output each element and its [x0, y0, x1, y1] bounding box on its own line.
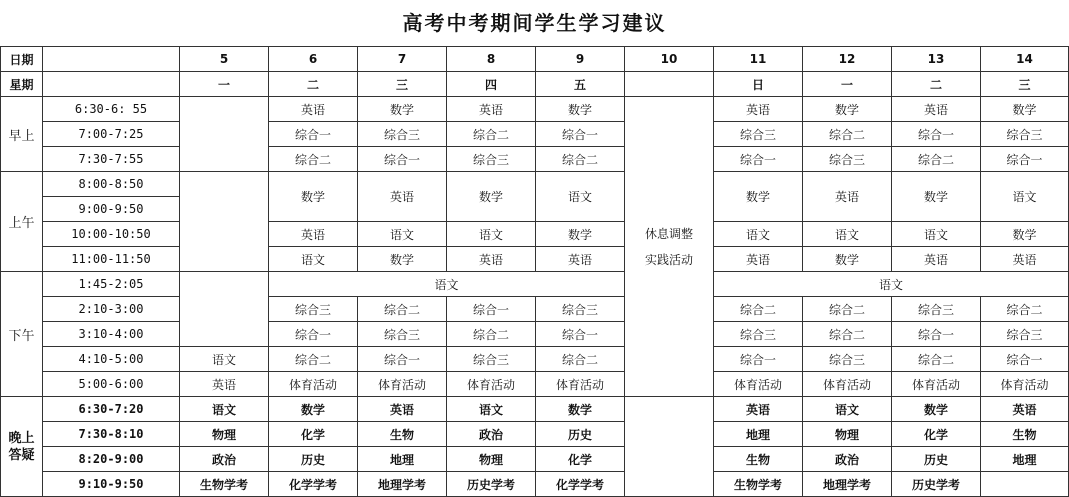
subject-cell: 历史	[536, 422, 625, 447]
subject-cell: 语文	[981, 172, 1069, 222]
time-slot: 8:20-9:00	[43, 447, 180, 472]
subject-cell: 语文	[803, 397, 892, 422]
subject-cell: 政治	[447, 422, 536, 447]
subject-cell: 地理	[714, 422, 803, 447]
subject-cell: 综合三	[358, 122, 447, 147]
subject-cell: 英语	[269, 222, 358, 247]
date-header: 6	[269, 47, 358, 72]
subject-cell: 生物学考	[714, 472, 803, 497]
subject-cell: 英语	[714, 397, 803, 422]
blank-cell	[180, 97, 269, 172]
subject-cell: 综合二	[892, 147, 981, 172]
subject-cell: 化学	[536, 447, 625, 472]
subject-cell: 物理	[180, 422, 269, 447]
date-label: 日期	[1, 47, 43, 72]
subject-cell: 数学	[358, 247, 447, 272]
subject-cell: 政治	[180, 447, 269, 472]
table-row	[1, 422, 1069, 447]
subject-cell: 语文	[536, 172, 625, 222]
subject-cell: 体育活动	[269, 372, 358, 397]
blank-cell	[625, 397, 714, 497]
subject-cell: 综合二	[803, 122, 892, 147]
subject-cell: 数学	[536, 222, 625, 247]
subject-cell: 综合二	[803, 322, 892, 347]
subject-cell: 英语	[981, 247, 1069, 272]
subject-cell: 语文	[269, 247, 358, 272]
date-header: 11	[714, 47, 803, 72]
subject-cell: 语文	[358, 222, 447, 247]
weekday-header: 四	[447, 72, 536, 97]
subject-cell: 综合一	[714, 347, 803, 372]
subject-cell: 地理学考	[358, 472, 447, 497]
subject-cell: 生物	[714, 447, 803, 472]
table-row	[1, 72, 1069, 97]
subject-cell: 数学	[269, 172, 358, 222]
subject-cell: 数学	[981, 97, 1069, 122]
subject-cell: 综合二	[358, 297, 447, 322]
qa-label: 答疑	[8, 447, 35, 463]
time-slot: 7:30-8:10	[43, 422, 180, 447]
subject-cell: 综合一	[269, 122, 358, 147]
subject-cell: 综合二	[269, 147, 358, 172]
subject-cell: 综合一	[536, 122, 625, 147]
subject-cell: 化学学考	[536, 472, 625, 497]
subject-cell: 英语	[447, 97, 536, 122]
evening-label: 晚上	[8, 430, 35, 446]
subject-cell: 语文	[892, 222, 981, 247]
subject-cell: 体育活动	[447, 372, 536, 397]
section-label-evening	[1, 397, 43, 497]
time-slot: 8:00-8:50	[43, 172, 180, 197]
subject-cell: 综合二	[447, 122, 536, 147]
subject-cell: 语文	[447, 222, 536, 247]
subject-cell: 数学	[358, 97, 447, 122]
weekday-header: 三	[981, 72, 1069, 97]
table-row	[1, 222, 1069, 247]
date-header: 9	[536, 47, 625, 72]
subject-cell: 综合三	[447, 147, 536, 172]
weekday-header: 一	[180, 72, 269, 97]
time-slot: 11:00-11:50	[43, 247, 180, 272]
date-header: 7	[358, 47, 447, 72]
subject-cell: 综合三	[892, 297, 981, 322]
subject-cell: 综合一	[714, 147, 803, 172]
subject-cell: 数学	[892, 397, 981, 422]
subject-cell: 体育活动	[981, 372, 1069, 397]
schedule-table	[0, 46, 1069, 497]
subject-cell: 语文	[180, 397, 269, 422]
activity-label: 实践活动	[644, 252, 693, 267]
weekday-header: 日	[714, 72, 803, 97]
time-slot: 9:10-9:50	[43, 472, 180, 497]
weekday-header: 一	[803, 72, 892, 97]
subject-cell: 综合二	[536, 147, 625, 172]
time-slot: 4:10-5:00	[43, 347, 180, 372]
table-row	[1, 347, 1069, 372]
time-slot: 6:30-6: 55	[43, 97, 180, 122]
time-slot: 6:30-7:20	[43, 397, 180, 422]
subject-cell: 体育活动	[892, 372, 981, 397]
table-row	[1, 147, 1069, 172]
subject-cell: 历史	[269, 447, 358, 472]
subject-cell: 英语	[714, 97, 803, 122]
subject-cell: 综合一	[981, 147, 1069, 172]
time-slot: 10:00-10:50	[43, 222, 180, 247]
subject-cell: 语文	[803, 222, 892, 247]
subject-cell: 综合一	[981, 347, 1069, 372]
table-row	[1, 122, 1069, 147]
table-row	[1, 247, 1069, 272]
subject-cell: 英语	[358, 397, 447, 422]
blank-cell	[180, 272, 269, 347]
subject-cell: 化学	[892, 422, 981, 447]
rest-cell	[625, 97, 714, 397]
table-row	[1, 272, 1069, 297]
time-slot: 3:10-4:00	[43, 322, 180, 347]
time-slot: 5:00-6:00	[43, 372, 180, 397]
subject-cell: 体育活动	[714, 372, 803, 397]
table-row	[1, 447, 1069, 472]
section-label-morning: 上午	[1, 172, 43, 272]
subject-cell: 历史学考	[447, 472, 536, 497]
subject-cell: 综合二	[447, 322, 536, 347]
subject-cell: 综合二	[269, 347, 358, 372]
merged-subject-cell: 语文	[714, 272, 1069, 297]
subject-cell: 英语	[892, 247, 981, 272]
subject-cell: 综合二	[714, 297, 803, 322]
subject-cell: 化学学考	[269, 472, 358, 497]
subject-cell: 综合三	[981, 322, 1069, 347]
table-row	[1, 172, 1069, 197]
blank-cell	[180, 172, 269, 272]
subject-cell: 政治	[803, 447, 892, 472]
rest-label: 休息调整	[644, 226, 693, 241]
subject-cell: 数学	[447, 172, 536, 222]
merged-subject-cell: 语文	[269, 272, 625, 297]
subject-cell: 生物	[358, 422, 447, 447]
subject-cell: 综合一	[358, 147, 447, 172]
subject-cell: 综合一	[892, 322, 981, 347]
subject-cell: 数学	[803, 97, 892, 122]
table-row	[1, 397, 1069, 422]
subject-cell: 综合三	[536, 297, 625, 322]
subject-cell: 历史学考	[892, 472, 981, 497]
weekday-header: 二	[269, 72, 358, 97]
table-row	[1, 297, 1069, 322]
subject-cell: 体育活动	[803, 372, 892, 397]
subject-cell: 综合一	[447, 297, 536, 322]
date-header: 12	[803, 47, 892, 72]
date-header: 8	[447, 47, 536, 72]
subject-cell: 数学	[536, 97, 625, 122]
subject-cell: 地理	[981, 447, 1069, 472]
subject-cell: 英语	[714, 247, 803, 272]
table-row	[1, 97, 1069, 122]
time-slot: 7:30-7:55	[43, 147, 180, 172]
table-row	[1, 47, 1069, 72]
subject-cell: 英语	[180, 372, 269, 397]
date-header: 14	[981, 47, 1069, 72]
subject-cell: 体育活动	[536, 372, 625, 397]
date-header: 5	[180, 47, 269, 72]
subject-cell: 综合三	[803, 347, 892, 372]
subject-cell: 综合二	[536, 347, 625, 372]
subject-cell: 综合三	[269, 297, 358, 322]
subject-cell: 英语	[269, 97, 358, 122]
subject-cell: 语文	[714, 222, 803, 247]
subject-cell: 综合三	[447, 347, 536, 372]
weekday-header	[625, 72, 714, 97]
subject-cell: 综合二	[981, 297, 1069, 322]
section-label-early: 早上	[1, 97, 43, 172]
subject-cell: 语文	[447, 397, 536, 422]
weekday-header: 五	[536, 72, 625, 97]
subject-cell: 物理	[803, 422, 892, 447]
time-slot: 9:00-9:50	[43, 197, 180, 222]
blank-cell	[43, 47, 180, 72]
subject-cell: 数学	[536, 397, 625, 422]
table-row	[1, 322, 1069, 347]
subject-cell: 英语	[803, 172, 892, 222]
subject-cell: 英语	[981, 397, 1069, 422]
subject-cell: 综合三	[714, 322, 803, 347]
subject-cell: 数学	[714, 172, 803, 222]
weekday-header: 三	[358, 72, 447, 97]
subject-cell: 综合三	[981, 122, 1069, 147]
subject-cell: 英语	[892, 97, 981, 122]
subject-cell: 生物	[981, 422, 1069, 447]
subject-cell: 数学	[803, 247, 892, 272]
time-slot: 2:10-3:00	[43, 297, 180, 322]
date-header: 10	[625, 47, 714, 72]
subject-cell: 地理	[358, 447, 447, 472]
subject-cell: 生物学考	[180, 472, 269, 497]
weekday-label: 星期	[1, 72, 43, 97]
subject-cell: 综合一	[269, 322, 358, 347]
subject-cell	[981, 472, 1069, 497]
subject-cell: 综合一	[892, 122, 981, 147]
page-title: 高考中考期间学生学习建议	[402, 11, 667, 35]
subject-cell: 综合二	[892, 347, 981, 372]
time-slot: 1:45-2:05	[43, 272, 180, 297]
subject-cell: 地理学考	[803, 472, 892, 497]
date-header: 13	[892, 47, 981, 72]
subject-cell: 综合三	[358, 322, 447, 347]
table-row	[1, 472, 1069, 497]
subject-cell: 体育活动	[358, 372, 447, 397]
subject-cell: 英语	[358, 172, 447, 222]
subject-cell: 综合三	[803, 147, 892, 172]
subject-cell: 物理	[447, 447, 536, 472]
subject-cell: 综合一	[536, 322, 625, 347]
subject-cell: 化学	[269, 422, 358, 447]
subject-cell: 数学	[981, 222, 1069, 247]
subject-cell: 数学	[269, 397, 358, 422]
subject-cell: 英语	[536, 247, 625, 272]
table-row	[1, 372, 1069, 397]
subject-cell: 综合二	[803, 297, 892, 322]
subject-cell: 语文	[180, 347, 269, 372]
weekday-header: 二	[892, 72, 981, 97]
time-slot: 7:00-7:25	[43, 122, 180, 147]
subject-cell: 综合一	[358, 347, 447, 372]
subject-cell: 数学	[892, 172, 981, 222]
subject-cell: 英语	[447, 247, 536, 272]
subject-cell: 综合三	[714, 122, 803, 147]
section-label-afternoon: 下午	[1, 272, 43, 397]
blank-cell	[43, 72, 180, 97]
subject-cell: 历史	[892, 447, 981, 472]
